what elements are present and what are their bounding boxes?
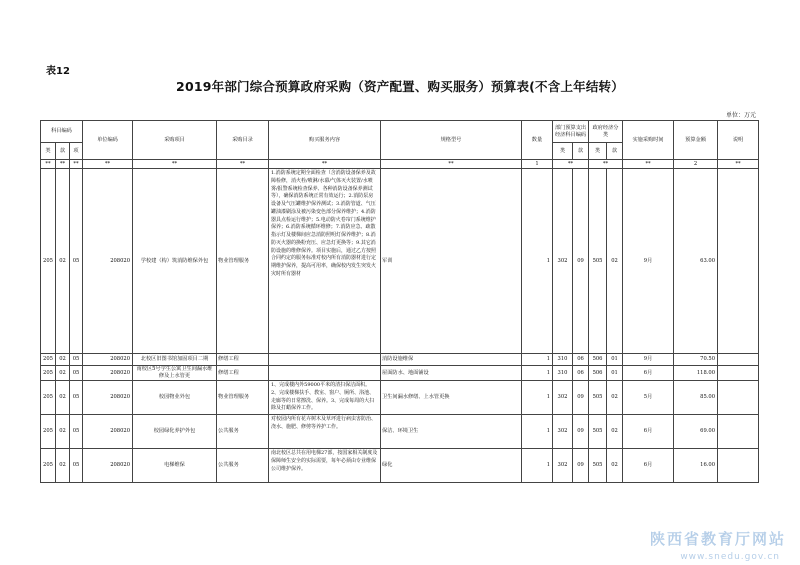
table-row [41, 449, 759, 483]
catalog-cell: 物业管理服务 [217, 381, 269, 415]
catalog-cell: 修缮工程 [217, 354, 269, 366]
time-cell: 6月 [623, 449, 674, 483]
table-number-label: 表12 [46, 66, 70, 77]
spec-cell: 绿化 [381, 449, 522, 483]
header-qty: 数量 [522, 121, 553, 160]
unit-label: 单位：万元 [725, 112, 756, 119]
note-cell [718, 415, 759, 449]
dept-lei-cell: 302 [553, 415, 573, 449]
qty-cell: 1 [522, 354, 553, 366]
project-cell: 校园绿化养护外包 [133, 415, 217, 449]
project-cell: 学校建（构）筑消防维保外包 [133, 169, 217, 354]
dept-lei-cell: 302 [553, 449, 573, 483]
gov-lei-cell: 505 [589, 415, 607, 449]
qty-cell: 1 [522, 449, 553, 483]
header-dept-func: 部门预算支出经济科目编码 [553, 121, 589, 143]
dept-lei-cell: 310 [553, 354, 573, 366]
project-cell: 电梯维保 [133, 449, 217, 483]
header-dept-lei: 类 [553, 143, 573, 160]
qty-cell: 1 [522, 381, 553, 415]
amount-cell: 85.00 [674, 381, 718, 415]
dept-kuan-cell: 09 [573, 381, 589, 415]
marker-row [41, 160, 759, 169]
subject-kuan-cell: 02 [56, 415, 70, 449]
subject-lei-cell: 205 [41, 169, 56, 354]
spec-cell: 卫生间漏水修缮、上水管更换 [381, 381, 522, 415]
spec-cell: 屋面防水、地面铺设 [381, 366, 522, 381]
header-note: 说明 [718, 121, 759, 160]
header-service-content: 购买服务内容 [269, 121, 381, 160]
amount-cell: 69.00 [674, 415, 718, 449]
dept-kuan-cell: 09 [573, 415, 589, 449]
header-project: 采购项目 [133, 121, 217, 160]
table-row [41, 366, 759, 381]
spec-cell: 军训 [381, 169, 522, 354]
subject-kuan-cell: 02 [56, 366, 70, 381]
table-row [41, 169, 759, 354]
note-cell [718, 354, 759, 366]
table-row [41, 381, 759, 415]
subject-xiang-cell: 05 [70, 381, 83, 415]
catalog-cell: 物业管理服务 [217, 169, 269, 354]
unit-code-cell: 208020 [83, 354, 133, 366]
unit-code-cell: 208020 [83, 381, 133, 415]
header-time: 实施采购时间 [623, 121, 674, 160]
marker-cell: ** [56, 160, 70, 169]
marker-cell: ** [133, 160, 217, 169]
subject-kuan-cell: 02 [56, 169, 70, 354]
gov-kuan-cell: 02 [607, 381, 623, 415]
header-amount: 预算金额 [674, 121, 718, 160]
marker-cell: ** [553, 160, 589, 169]
gov-kuan-cell: 02 [607, 449, 623, 483]
header-spec: 规格型号 [381, 121, 522, 160]
watermark-url: www.snedu.gov.cn [680, 552, 780, 562]
header-xiang: 项 [70, 143, 83, 160]
note-cell [718, 381, 759, 415]
page-title: 2019年部门综合预算政府采购（资产配置、购买服务）预算表(不含上年结转） [176, 79, 624, 94]
dept-kuan-cell: 06 [573, 366, 589, 381]
marker-cell: 1 [522, 160, 553, 169]
subject-xiang-cell: 05 [70, 449, 83, 483]
header-gov-kuan: 款 [607, 143, 623, 160]
project-cell: 南校区5号学生公寓卫生间漏水维修及上水管更 [133, 366, 217, 381]
header-dept-kuan: 款 [573, 143, 589, 160]
table-row [41, 415, 759, 449]
header-unit-code: 单位编码 [83, 121, 133, 160]
marker-cell: ** [269, 160, 381, 169]
service-content-cell [269, 366, 381, 381]
gov-lei-cell: 505 [589, 449, 607, 483]
header-lei: 类 [41, 143, 56, 160]
project-cell: 北校区旧图书馆加固项目二期 [133, 354, 217, 366]
service-content-cell: 对校园内所有花卉树木及草坪进行病虫害防治、浇水、施肥、修剪等养护工作。 [269, 415, 381, 449]
header-subject-code: 科目编码 [41, 121, 83, 143]
service-content-cell [269, 354, 381, 366]
subject-kuan-cell: 02 [56, 381, 70, 415]
marker-cell: ** [83, 160, 133, 169]
subject-lei-cell: 205 [41, 449, 56, 483]
marker-cell: ** [70, 160, 83, 169]
catalog-cell: 修缮工程 [217, 366, 269, 381]
time-cell: 6月 [623, 415, 674, 449]
dept-lei-cell: 302 [553, 381, 573, 415]
subject-kuan-cell: 02 [56, 449, 70, 483]
header-catalog: 采购目录 [217, 121, 269, 160]
spec-cell: 保洁、环境卫生 [381, 415, 522, 449]
gov-lei-cell: 506 [589, 354, 607, 366]
subject-xiang-cell: 05 [70, 415, 83, 449]
dept-lei-cell: 302 [553, 169, 573, 354]
service-content-cell: 1.消防系统定期全面检查（含消防设备保养及故障检修，消火栓/喷淋/水幕/气体灭火装置/水喷雾/报警系统检查保养、各种消防设备保养测试等），确保消防系统正常有效运行；2.消防泵房设备及气压罐维护保养测试；3.消防管道、气压罐油漆刷涂及被污染变色部分保养维护；4.消防器具点检运行维护；5.电动防火卷帘门系统维护保养；6.消防系统循环维修；7.消防应急、疏散指示灯及楼梯间应急消防照明灯保养维护；8.消防灭火器的换粉充压、应急灯更换等；9.其它消防设施的维修保养。项目实施后，通过乙方按照合同约定的服务标准对校内所有消防器材进行定期维护保养，提高可用率，确保校内发生突发火灾时所有器材 [269, 169, 381, 354]
spec-cell: 消防设施维保 [381, 354, 522, 366]
header-gov-lei: 类 [589, 143, 607, 160]
amount-cell: 118.00 [674, 366, 718, 381]
note-cell [718, 169, 759, 354]
marker-cell: ** [381, 160, 522, 169]
note-cell [718, 449, 759, 483]
qty-cell: 1 [522, 415, 553, 449]
amount-cell: 16.00 [674, 449, 718, 483]
qty-cell: 1 [522, 169, 553, 354]
subject-xiang-cell: 05 [70, 354, 83, 366]
catalog-cell: 公共服务 [217, 415, 269, 449]
marker-cell: ** [41, 160, 56, 169]
time-cell: 9月 [623, 354, 674, 366]
note-cell [718, 366, 759, 381]
procurement-budget-table [40, 120, 759, 483]
unit-code-cell: 208020 [83, 169, 133, 354]
unit-code-cell: 208020 [83, 449, 133, 483]
subject-lei-cell: 205 [41, 366, 56, 381]
unit-code-cell: 208020 [83, 415, 133, 449]
amount-cell: 70.50 [674, 354, 718, 366]
subject-lei-cell: 205 [41, 415, 56, 449]
marker-cell: ** [718, 160, 759, 169]
subject-kuan-cell: 02 [56, 354, 70, 366]
time-cell: 5月 [623, 381, 674, 415]
marker-cell: 2 [674, 160, 718, 169]
header-gov-func: 政府经济分类 [589, 121, 623, 143]
gov-kuan-cell: 02 [607, 415, 623, 449]
dept-kuan-cell: 09 [573, 169, 589, 354]
subject-xiang-cell: 05 [70, 366, 83, 381]
dept-kuan-cell: 09 [573, 449, 589, 483]
project-cell: 校园物业外包 [133, 381, 217, 415]
service-content-cell: 1、完成楼内外59000平米的清扫保洁面积。2、完成楼梯扶手、教室、窗户、厕所、浴池、走廊等的日常擦洗、保养。3、完成每周的大扫除及打蜡保养工作。 [269, 381, 381, 415]
catalog-cell: 公共服务 [217, 449, 269, 483]
table-row [41, 354, 759, 366]
subject-xiang-cell: 05 [70, 169, 83, 354]
dept-lei-cell: 310 [553, 366, 573, 381]
subject-lei-cell: 205 [41, 381, 56, 415]
dept-kuan-cell: 06 [573, 354, 589, 366]
gov-kuan-cell: 01 [607, 366, 623, 381]
unit-code-cell: 208020 [83, 366, 133, 381]
service-content-cell: 南北校区总共在用电梯27部，按国家相关制度及保障师生安全的实际需要，每年必须由专业维保公司维护保养。 [269, 449, 381, 483]
gov-kuan-cell: 02 [607, 169, 623, 354]
time-cell: 9月 [623, 169, 674, 354]
subject-lei-cell: 205 [41, 354, 56, 366]
gov-kuan-cell: 01 [607, 354, 623, 366]
gov-lei-cell: 505 [589, 169, 607, 354]
watermark-logo-text: 陕西省教育厅网站 [649, 530, 786, 548]
gov-lei-cell: 505 [589, 381, 607, 415]
marker-cell: ** [217, 160, 269, 169]
marker-cell: ** [623, 160, 674, 169]
time-cell: 6月 [623, 366, 674, 381]
amount-cell: 63.00 [674, 169, 718, 354]
gov-lei-cell: 506 [589, 366, 607, 381]
marker-cell: ** [589, 160, 623, 169]
qty-cell: 1 [522, 366, 553, 381]
header-kuan: 款 [56, 143, 70, 160]
